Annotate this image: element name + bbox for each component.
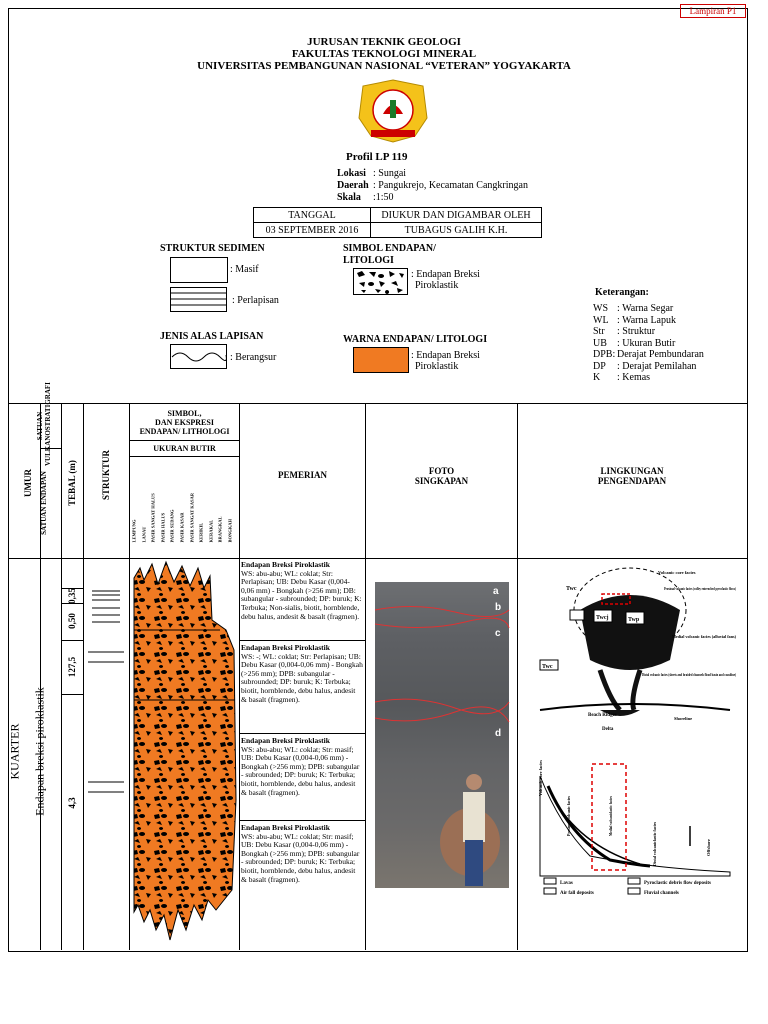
foto-header — [366, 466, 517, 486]
legend-air: Air fall deposits — [560, 891, 594, 896]
description-block — [241, 561, 363, 621]
grain-size-label: LANAU — [141, 526, 147, 543]
struktur-header: STRUKTUR — [101, 450, 111, 501]
simbol-endapan-title-1: SIMBOL ENDAPAN/ — [343, 243, 436, 254]
description-block — [241, 824, 363, 884]
twp-label: Twp — [628, 617, 640, 623]
lingkungan-header-1: LINGKUNGAN — [600, 466, 664, 476]
warna-desc-2: Piroklastik — [415, 361, 459, 372]
desc-sep-2 — [240, 733, 365, 734]
grain-size-label: LEMPUNG — [131, 519, 137, 543]
thick-line-4 — [61, 694, 83, 695]
keterangan-value: : Warna Lapuk — [617, 314, 676, 326]
simbol-desc-2: Piroklastik — [415, 280, 459, 291]
grain-size-label: PASIR SEDANG — [169, 509, 175, 543]
simbol-header-2: DAN EKSPRESI — [155, 418, 214, 427]
daerah-value: : Pangukrejo, Kecamatan Cangkringan — [373, 180, 528, 191]
shoreline-label: Shoreline — [674, 716, 693, 721]
twc-label-1: Twc — [566, 586, 577, 592]
lokasi-label: Lokasi — [337, 168, 366, 179]
date-value: 03 SEPTEMBER 2016 — [254, 223, 371, 238]
thickness-4: 4,3 — [67, 797, 77, 809]
keterangan-key: DPB: — [593, 349, 616, 360]
twcj-label: Twcj — [596, 615, 609, 621]
grain-size-label: PASIR SANGAT HALUS — [150, 493, 156, 543]
twc-label-2: Twc — [542, 664, 553, 670]
legend-pyro: Pyroclastic debris flow deposits — [644, 881, 711, 886]
tebal-header: TEBAL (m) — [67, 460, 77, 506]
date-header: TANGGAL — [254, 208, 371, 223]
umur-header: UMUR — [23, 469, 33, 497]
struktur-sedimen-title: STRUKTUR SEDIMEN — [160, 243, 265, 254]
university-logo — [357, 78, 429, 144]
photo-label-b: b — [495, 602, 502, 613]
outcrop-photo — [375, 582, 509, 888]
legend-fluvial: Fluvial channels — [644, 891, 679, 896]
medial-label: Medial volcanic facies (alluvial fans) — [672, 634, 737, 639]
grain-size-label: KERIKIL — [198, 522, 204, 543]
keterangan-key: Str — [593, 326, 605, 337]
keterangan-key: WL — [593, 314, 609, 326]
daerah-label: Daerah — [337, 180, 369, 191]
perlapisan-symbol — [170, 287, 228, 313]
delta-label: Delta — [602, 727, 614, 732]
desc-sep-3 — [240, 820, 365, 821]
photo-label-a: a — [493, 586, 499, 597]
keterangan-value: : Ukuran Butir — [617, 337, 676, 349]
simbol-header-3: ENDAPAN/ LITHOLOGI — [139, 427, 230, 436]
warna-endapan-title: WARNA ENDAPAN/ LITOLOGI — [343, 334, 488, 345]
satuan-header — [36, 382, 52, 466]
photo-label-c: c — [495, 628, 501, 639]
description-block — [241, 644, 363, 704]
description-text: WS: abu-abu; WL: coklat; Str: Perlapisan; UB: Debu Kasar (0,004-0,06 mm) - Bongkah (>256 mm); DB: subangular - subrounded; DP: buruk; K: Terbuka; Non-sialis, biotit, hornblende, debu halus, andesit & basalt (fragmen). — [241, 568, 362, 621]
keterangan-value: : Derajat Pemilahan — [617, 360, 697, 372]
simbol-sub-line — [130, 440, 239, 441]
grain-size-label: BRANGKAL — [217, 516, 223, 543]
keterangan-value: Derajat Pembundaran — [617, 349, 704, 360]
facies-map-diagram — [530, 560, 740, 750]
simbol-endapan-title-2: LITOLOGI — [343, 255, 394, 266]
berangsur-label: : Berangsur — [230, 352, 277, 363]
warna-swatch — [353, 347, 409, 373]
legend-lavas: Lavas — [560, 881, 573, 886]
sec-proximal-label: Proximal volcanic facies — [566, 789, 571, 836]
keterangan-key: DP — [593, 360, 606, 372]
satuan-value: Endapan breksi piroklastik — [32, 687, 47, 816]
breksi-symbol — [353, 268, 409, 296]
col-line-2 — [61, 403, 62, 950]
date-table — [253, 207, 542, 238]
proximal-label: Proximal volcanic facies (valley entrenched pyroclastic flows) — [664, 586, 737, 591]
thickness-1: 0,35 — [67, 588, 77, 604]
lampiran-label: Lampiran P1 — [680, 4, 746, 18]
masif-symbol — [170, 257, 228, 283]
thickness-3: 127,5 — [67, 656, 77, 678]
description-text: WS: abu-abu; WL: coklat; Str: masif; UB: Debu Kasar (0,004-0,06 mm) - Bongkah (>256 mm); DPB: subangular - subrounded; DP: buruk; K: Terbuka; biotit, hornblende, debu halus, andesit & basalt (fragmen). — [241, 831, 360, 884]
ukuran-sub-line — [130, 456, 239, 457]
facies-section-diagram — [530, 756, 740, 896]
simbol-desc-1: : Endapan Breksi — [411, 269, 480, 280]
institution-line-2: FAKULTAS TEKNOLOGI MINERAL — [291, 48, 477, 60]
photo-label-d: d — [495, 728, 502, 739]
grain-size-label: KERAKAL — [208, 519, 214, 543]
institution-line-1: JURUSAN TEKNIK GEOLOGI — [307, 36, 461, 48]
keterangan-key: K — [593, 372, 601, 383]
table-top-line — [8, 403, 747, 404]
satuan-endapan-header: SATUAN ENDAPAN — [40, 471, 48, 535]
description-title: Endapan Breksi Piroklastik — [241, 643, 330, 652]
description-block — [241, 737, 363, 797]
lingkungan-header — [518, 466, 746, 486]
description-title: Endapan Breksi Piroklastik — [241, 823, 330, 832]
simbol-header — [130, 409, 239, 436]
foto-header-1: FOTO — [428, 466, 455, 476]
grain-size-label: BONGKAH — [227, 518, 233, 543]
description-text: WS: -; WL: coklat; Str: Perlapisan; UB: Debu Kasar (0,004-0,06 mm) - Bongkah (>256 mm); DPB: subangular - subrounded; DP: buruk; K: Terbuka; biotit, hornblende, debu halus, andesit & basalt (fragmen). — [241, 651, 363, 704]
sec-medial-label: Medial volcaniclastic facies — [608, 783, 613, 836]
volcanic-core-label: Volcanic core facies — [658, 570, 696, 575]
table-header-line — [8, 558, 747, 559]
berangsur-symbol — [170, 344, 228, 370]
lithology-column — [130, 560, 240, 952]
description-title: Endapan Breksi Piroklastik — [241, 736, 330, 745]
author-header: DIUKUR DAN DIGAMBAR OLEH — [371, 208, 542, 223]
keterangan-title: Keterangan: — [595, 287, 649, 298]
grain-size-label: PASIR HALUS — [160, 512, 166, 543]
skala-value: :1:50 — [373, 192, 394, 203]
umur-value: KUARTER — [7, 723, 22, 780]
sec-distal-label: Distal volcaniclastic facies — [652, 816, 657, 866]
warna-desc-1: : Endapan Breksi — [411, 350, 480, 361]
foto-header-2: SINGKAPAN — [414, 476, 469, 486]
lingkungan-header-2: PENGENDAPAN — [597, 476, 667, 486]
profile-title: Profil LP 119 — [346, 151, 408, 163]
keterangan-key: UB — [593, 337, 607, 349]
simbol-header-1: SIMBOL, — [167, 409, 202, 418]
keterangan-value: : Warna Segar — [617, 303, 674, 314]
outcrop-photo-lines — [375, 582, 509, 888]
perlapisan-label: : Perlapisan — [232, 295, 279, 306]
ukuran-butir-header: UKURAN BUTIR — [153, 444, 216, 453]
keterangan-value: : Kemas — [617, 372, 651, 383]
masif-label: : Masif — [230, 264, 259, 275]
institution-line-3: UNIVERSITAS PEMBANGUNAN NASIONAL “VETERAN” YOGYAKARTA — [197, 60, 571, 72]
keterangan-value: : Struktur — [617, 326, 656, 337]
thick-line-3 — [61, 640, 83, 641]
satuan-header-1: SATUAN — [36, 411, 44, 441]
grain-size-label: PASIR SANGAT KASAR — [189, 492, 195, 543]
desc-sep-1 — [240, 640, 365, 641]
thickness-2: 0,50 — [67, 613, 77, 629]
beach-label: Beach Ridges — [588, 713, 617, 718]
satuan-header-2: VULKANOSTRATIGRAFI — [44, 382, 52, 466]
author-value: TUBAGUS GALIH K.H. — [371, 223, 542, 238]
distal-label: Distal volcanic facies (sheets and braided channels flood basin and coastline) — [642, 672, 737, 677]
keterangan-key: WS — [593, 303, 608, 314]
sec-offshore-label: Offshore — [706, 839, 711, 856]
structure-column — [84, 560, 128, 950]
jenis-alas-title: JENIS ALAS LAPISAN — [160, 331, 264, 342]
sec-core-label: Volcanic core facies — [538, 758, 543, 796]
description-title: Endapan Breksi Piroklastik — [241, 560, 330, 569]
description-text: WS: abu-abu; WL: coklat; Str: masif; UB: Debu Kasar (0,004-0,06 mm) - Bongkah (>256 mm); DPB: subangular - subrounded; DP: buruk; K: Terbuka; biotit, hornblende, debu halus, andesit & basalt (fragmen). — [241, 744, 360, 797]
skala-label: Skala — [337, 192, 361, 203]
lokasi-value: : Sungai — [373, 168, 407, 179]
grain-size-label: PASIR KASAR — [179, 512, 185, 543]
pemerian-header: PEMERIAN — [278, 470, 327, 480]
